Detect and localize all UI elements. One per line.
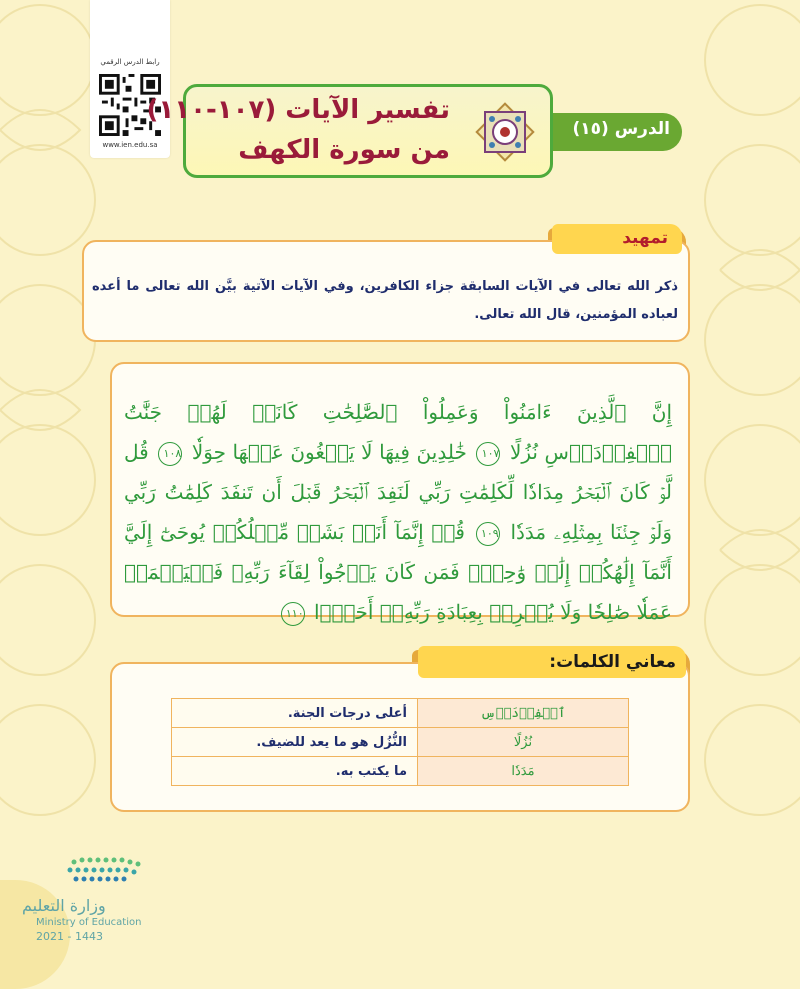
- ayah-number: ١٠٨: [158, 442, 182, 466]
- intro-text: ذكر الله تعالى في الآيات السابقة جزاء الكافرين، وفي الآيات الآتية بيَّن الله تعالى ما أعده لعباده المؤمنين، قال الله تعالى.: [92, 279, 678, 322]
- ministry-emblem-icon: [14, 852, 164, 896]
- ayah-number: ١٠٩: [476, 522, 500, 546]
- word: مَدَدٗا: [418, 757, 629, 786]
- verse-text: خَٰلِدِينَ فِيهَا لَا يَبۡغُونَ عَنۡهَا حِوَلٗا: [191, 440, 467, 464]
- verse-text: إِنَّ ٱلَّذِينَ ءَامَنُواْ وَعَمِلُواْ ٱلصَّٰلِحَٰتِ كَانَتۡ لَهُمۡ جَنَّٰتُ ٱلۡفِرۡدَوۡسِ نُزُلًا: [124, 400, 672, 464]
- page-title: تفسير الآيات (١٠٧-١١٠): [146, 95, 450, 125]
- word: ٱلۡفِرۡدَوۡسِ: [418, 699, 629, 728]
- ayah-number: ١١٠: [281, 602, 305, 626]
- ayah-number: ١٠٧: [476, 442, 500, 466]
- intro-heading: تمهيد: [552, 224, 682, 254]
- quran-verses: [124, 392, 672, 632]
- lesson-number: الدرس (١٥): [572, 119, 670, 139]
- word: نُزُلًا: [418, 728, 629, 757]
- ministry-name-en: Ministry of Education: [36, 917, 142, 928]
- lesson-title-box: [146, 84, 553, 178]
- ministry-logo: [14, 852, 164, 952]
- ornament-icon: [470, 97, 540, 167]
- table-row: [172, 757, 629, 786]
- word-meaning: أعلى درجات الجنة.: [172, 699, 418, 728]
- qr-label: رابط الدرس الرقمي: [100, 58, 160, 66]
- verse-text: قُلۡ إِنَّمَآ أَنَا۠ بَشَرٞ مِّثۡلُكُمۡ يُوحَىٰٓ إِلَيَّ أَنَّمَآ إِلَٰهُكُمۡ إِلَٰهٞ وَٰحِدٞۖ فَمَن كَانَ يَرۡجُواْ لِقَآءَ رَبِّهِۦ فَلۡيَعۡمَلۡ عَمَلٗا صَٰلِحٗا وَلَا يُشۡرِكۡ بِعِبَادَةِ رَبِّهِۦٓ أَحَدَۢا: [124, 520, 672, 624]
- table-row: [172, 699, 629, 728]
- digital-lesson-qr[interactable]: [90, 0, 170, 158]
- table-row: [172, 728, 629, 757]
- ministry-name-ar: وزارة التعليم: [22, 896, 106, 915]
- page-subtitle: من سورة الكهف: [238, 135, 450, 165]
- verse-text: قُل لَّوۡ كَانَ ٱلۡبَحۡرُ مِدَادٗا لِّكَلِمَٰتِ رَبِّي لَنَفِدَ ٱلۡبَحۡرُ قَبۡلَ أَن تَنفَدَ كَلِمَٰتُ رَبِّي وَلَوۡ جِئۡنَا بِمِثۡلِهِۦ مَدَدٗا: [124, 440, 673, 544]
- edition-year: 2021 - 1443: [36, 930, 103, 943]
- vocab-table: [171, 698, 629, 786]
- vocab-heading: معاني الكلمات:: [418, 646, 686, 678]
- word-meaning: النُّزُل هو ما يعد للضيف.: [172, 728, 418, 757]
- qr-url[interactable]: www.ien.edu.sa: [102, 141, 158, 149]
- word-meaning: ما يكتب به.: [172, 757, 418, 786]
